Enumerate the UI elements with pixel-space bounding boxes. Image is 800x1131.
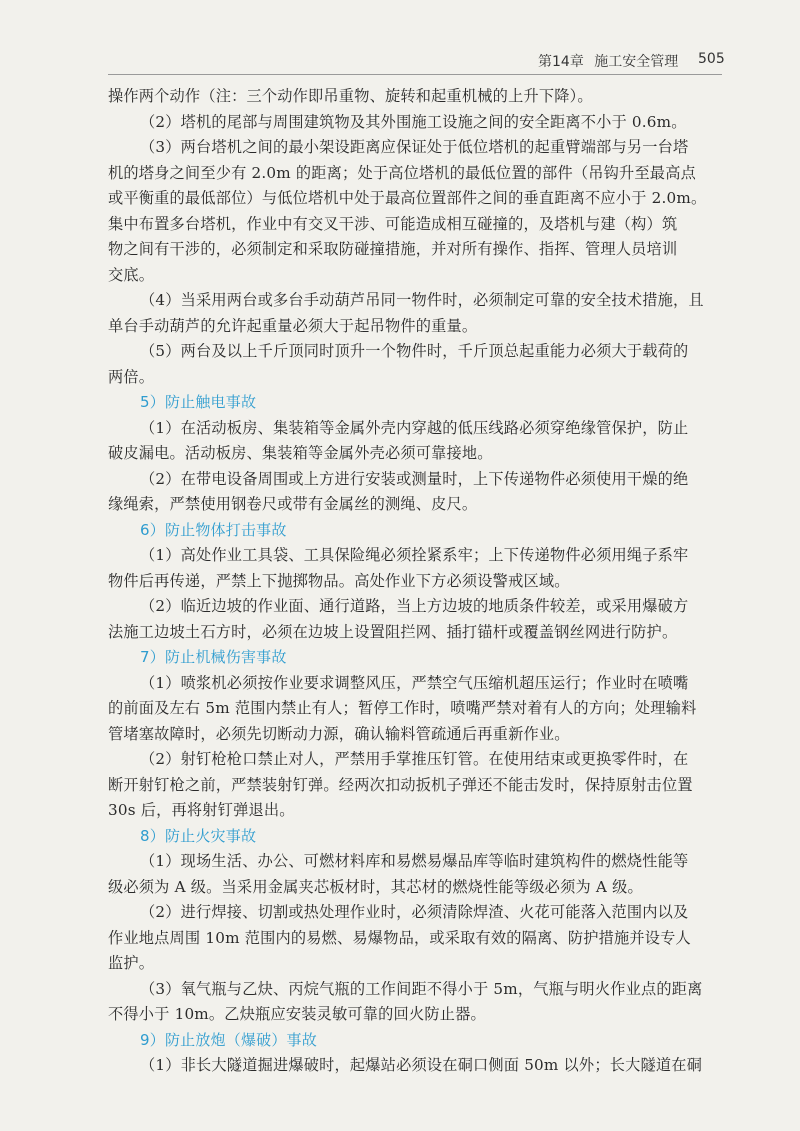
text-line: 监护。 (108, 954, 155, 972)
page-number: 505 (698, 51, 725, 67)
section-heading: 9）防止放炮（爆破）事故 (140, 1030, 317, 1049)
text-line: （5）两台及以上千斤顶同时顶升一个物件时，千斤顶总起重能力必须大于载荷的 (140, 342, 689, 360)
chapter-title: 施工安全管理 (594, 54, 679, 70)
text-line: 破皮漏电。活动板房、集装箱等金属外壳必须可靠接地。 (108, 444, 493, 462)
text-line: 30s 后，再将射钉弹退出。 (108, 801, 295, 819)
text-line: （2）临近边坡的作业面、通行道路，当上方边坡的地质条件较差，或采用爆破方 (140, 597, 689, 615)
text-line: （3）氧气瓶与乙炔、丙烷气瓶的工作间距不得小于 5m，气瓶与明火作业点的距离 (140, 979, 703, 998)
text-line: （2）塔机的尾部与周围建筑物及其外围施工设施之间的安全距离不小于 0.6m。 (140, 112, 687, 131)
text-line: 不得小于 10m。乙炔瓶应安装灵敏可靠的回火防止器。 (108, 1005, 486, 1023)
text-line: （3）两台塔机之间的最小架设距离应保证处于低位塔机的起重臂端部与另一台塔 (140, 138, 689, 156)
text-line: 物之间有干涉的，必须制定和采取防碰撞措施，并对所有操作、指挥、管理人员培训 (108, 240, 678, 258)
text-line: 作业地点周围 10m 范围内的易燃、易爆物品，或采取有效的隔离、防护措施并设专人 (108, 928, 691, 947)
running-head (538, 51, 684, 71)
section-heading: 6）防止物体打击事故 (140, 520, 287, 539)
page-header (0, 0, 800, 80)
section-heading: 8）防止火灾事故 (140, 826, 257, 845)
text-line: 的前面及左右 5m 范围内禁止有人；暂停工作时，喷嘴严禁对着有人的方向；处理输料 (108, 699, 697, 717)
section-heading: 5）防止触电事故 (140, 393, 257, 411)
page-body (108, 84, 722, 1079)
header-rule (108, 74, 722, 75)
text-line: （2）射钉枪枪口禁止对人，严禁用手掌推压钉管。在使用结束或更换零件时，在 (140, 750, 689, 768)
section-heading: 7）防止机械伤害事故 (140, 648, 287, 666)
text-line: 法施工边坡土石方时，必须在边坡上设置阻拦网、插打锚杆或覆盖钢丝网进行防护。 (108, 622, 678, 641)
text-line: （1）在活动板房、集装箱等金属外壳内穿越的低压线路必须穿绝缘管保护，防止 (140, 418, 689, 437)
text-line: 操作两个动作（注：三个动作即吊重物、旋转和起重机械的上升下降）。 (108, 87, 593, 105)
text-line: 交底。 (108, 265, 155, 284)
chapter-number: 第14章 (538, 54, 584, 70)
text-line: 集中布置多台塔机，作业中有交叉干涉、可能造成相互碰撞的，及塔机与建（构）筑 (108, 214, 678, 233)
text-line: 物件后再传递，严禁上下抛掷物品。高处作业下方必须设警戒区域。 (108, 571, 570, 590)
text-line: 或平衡重的最低部位）与低位塔机中处于最高位置部件之间的垂直距离不应小于 2.0m。 (108, 189, 707, 207)
text-line: 级必须为 A 级。当采用金属夹芯板材时，其芯材的燃烧性能等级必须为 A 级。 (108, 877, 643, 896)
text-line: （1）高处作业工具袋、工具保险绳必须拴紧系牢；上下传递物件必须用绳子系牢 (140, 546, 689, 564)
text-line: 两倍。 (108, 367, 155, 386)
text-line: （1）现场生活、办公、可燃材料库和易燃易爆品库等临时建筑构件的燃烧性能等 (140, 852, 689, 870)
text-line: （2）在带电设备周围或上方进行安装或测量时，上下传递物件必须使用干燥的绝 (140, 469, 689, 488)
text-line: 断开射钉枪之前，严禁装射钉弹。经两次扣动扳机子弹还不能击发时，保持原射击位置 (108, 775, 693, 794)
text-line: （4）当采用两台或多台手动葫芦吊同一物件时，必须制定可靠的安全技术措施，且 (140, 291, 704, 309)
text-line: （2）进行焊接、切割或热处理作业时，必须清除焊渣、火花可能落入范围内以及 (140, 903, 689, 921)
text-line: （1）非长大隧道掘进爆破时，起爆站必须设在硐口侧面 50m 以外；长大隧道在硐 (140, 1056, 703, 1074)
text-line: 管堵塞故障时，必须先切断动力源，确认输料管疏通后再重新作业。 (108, 724, 570, 743)
text-line: （1）喷浆机必须按作业要求调整风压，严禁空气压缩机超压运行；作业时在喷嘴 (140, 673, 689, 692)
text-line: 机的塔身之间至少有 2.0m 的距离；处于高位塔机的最低位置的部件（吊钩升至最高点 (108, 163, 696, 182)
text-line: 单台手动葫芦的允许起重量必须大于起吊物件的重量。 (108, 316, 478, 335)
text-line: 缘绳索，严禁使用钢卷尺或带有金属丝的测绳、皮尺。 (108, 495, 478, 513)
